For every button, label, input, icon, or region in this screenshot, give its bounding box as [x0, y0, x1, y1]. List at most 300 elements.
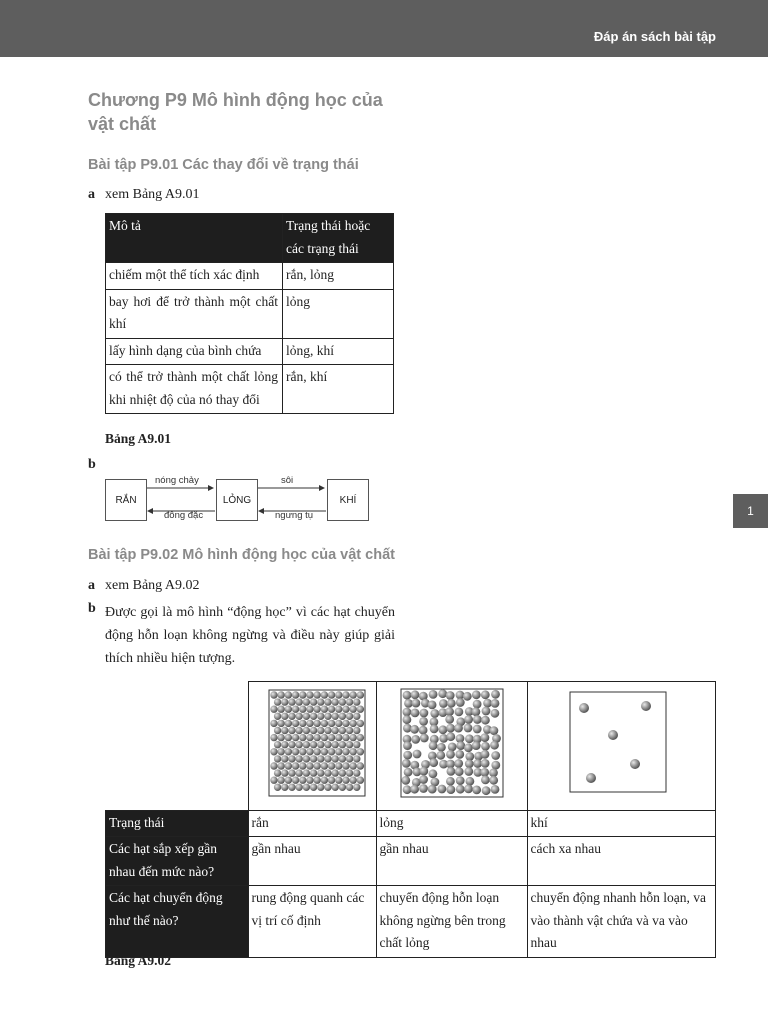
particle [320, 748, 327, 755]
particle [401, 759, 410, 768]
particle [288, 769, 295, 776]
particle [491, 690, 500, 699]
particle [481, 776, 490, 785]
particle [317, 769, 324, 776]
particle [277, 720, 284, 727]
particle [270, 748, 277, 755]
particle [349, 706, 356, 713]
particle [437, 785, 446, 794]
particle [410, 709, 419, 718]
particle [471, 707, 480, 716]
table-a9-01-caption: Bảng A9.01 [105, 431, 172, 446]
particle [446, 732, 455, 741]
particle [464, 760, 473, 769]
particle [481, 716, 490, 725]
particle [281, 741, 288, 748]
particle [491, 761, 500, 770]
particle [324, 741, 331, 748]
particle [277, 762, 284, 769]
particle [284, 691, 291, 698]
row-label-arrangement: Các hạt sắp xếp gần nhau đến mức nào? [106, 837, 249, 886]
particle [463, 724, 472, 733]
table-row [106, 886, 716, 958]
particle [284, 777, 291, 784]
particle [349, 691, 356, 698]
particle [317, 698, 324, 705]
arrows-svg [104, 474, 369, 524]
particle [320, 691, 327, 698]
particle [464, 715, 473, 724]
particle [335, 762, 342, 769]
table-cell: có thể trở thành một chất lỏng khi nhiệt độ của nó thay đổi [106, 365, 283, 414]
table-cell: bay hơi để trở thành một chất khí [106, 289, 283, 338]
particle [306, 777, 313, 784]
particle [306, 691, 313, 698]
table-cell: chuyển động hỗn loạn không ngừng bên trong chất lỏng [376, 886, 527, 958]
particle [288, 713, 295, 720]
particle [284, 748, 291, 755]
particle [273, 727, 280, 734]
particle [471, 690, 480, 699]
item-a-text: xem Bảng A9.02 [105, 578, 200, 593]
particle [490, 741, 499, 750]
particle [447, 743, 456, 752]
particle [277, 691, 284, 698]
particle [309, 698, 316, 705]
particle [327, 777, 334, 784]
particle [412, 750, 421, 759]
particle [438, 725, 447, 734]
particle [345, 769, 352, 776]
particle [299, 691, 306, 698]
state-box-gas: KHÍ [327, 479, 369, 521]
particle [472, 725, 481, 734]
particle [586, 773, 596, 783]
row-label-state: Trạng thái [106, 810, 249, 837]
particle [455, 698, 464, 707]
particle [281, 713, 288, 720]
row-label-motion: Các hạt chuyển động như thế nào? [106, 886, 249, 958]
particle [446, 767, 455, 776]
particle [356, 734, 363, 741]
particle [331, 713, 338, 720]
particle [454, 724, 463, 733]
table-cell: gần nhau [248, 837, 376, 886]
particle [402, 691, 411, 700]
particle [320, 734, 327, 741]
particle [462, 692, 471, 701]
particle [428, 769, 437, 778]
particle [353, 727, 360, 734]
particle [445, 691, 454, 700]
particle [342, 777, 349, 784]
particle [480, 759, 489, 768]
particle [419, 709, 428, 718]
particle [277, 748, 284, 755]
particle [327, 691, 334, 698]
particle [291, 748, 298, 755]
particle [338, 769, 345, 776]
particle [454, 759, 463, 768]
particle [345, 741, 352, 748]
particle [427, 785, 436, 794]
particle [331, 769, 338, 776]
particle [353, 784, 360, 791]
particle [317, 784, 324, 791]
particle [302, 727, 309, 734]
arrow-head [147, 508, 153, 514]
table-a9-02 [105, 681, 716, 958]
particle [490, 699, 499, 708]
particle [419, 775, 428, 784]
particle [306, 762, 313, 769]
item-a-marker: a [88, 187, 95, 202]
particle [317, 713, 324, 720]
particle [288, 784, 295, 791]
label-melting: nóng chảy [155, 475, 199, 486]
particle [277, 734, 284, 741]
particle [480, 768, 489, 777]
particle [309, 727, 316, 734]
particle [480, 690, 489, 699]
particle [490, 785, 499, 794]
particle [473, 715, 482, 724]
particle [320, 720, 327, 727]
particle [313, 706, 320, 713]
particle [454, 767, 463, 776]
particle [291, 720, 298, 727]
particle [295, 698, 302, 705]
particle [331, 784, 338, 791]
chapter-title: Chương P9 Mô hình động học của vật chất [88, 90, 383, 134]
particle [436, 751, 445, 760]
particle [353, 698, 360, 705]
particle [277, 706, 284, 713]
particle [480, 733, 489, 742]
particle [356, 720, 363, 727]
particle [313, 734, 320, 741]
particle [419, 784, 428, 793]
table-row [106, 810, 716, 837]
particle [342, 691, 349, 698]
particle [284, 720, 291, 727]
particle [465, 777, 474, 786]
item-b-paragraph: Được gọi là mô hình “động học” vì các hạt chuyển động hỗn loạn không ngừng và điều này giúp giải thích nhiều hiện tượng. [105, 605, 395, 666]
particle [324, 698, 331, 705]
table-cell: cách xa nhau [527, 837, 716, 886]
particle [480, 750, 489, 759]
particle [302, 741, 309, 748]
particle [489, 776, 498, 785]
particle [309, 784, 316, 791]
header-title: Đáp án sách bài tập [593, 29, 716, 44]
particle [288, 741, 295, 748]
state-change-diagram [104, 474, 369, 524]
table-cell: lỏng [376, 810, 527, 837]
particle [327, 706, 334, 713]
particle [455, 750, 464, 759]
table-cell: chiếm một thể tích xác định [106, 263, 283, 290]
particle [335, 748, 342, 755]
particle [437, 743, 446, 752]
particle [273, 713, 280, 720]
particle [403, 751, 412, 760]
table-row [106, 837, 716, 886]
particle [299, 734, 306, 741]
particle [273, 769, 280, 776]
particle [335, 706, 342, 713]
particle [302, 784, 309, 791]
header-description: Mô tả [106, 214, 283, 263]
particle [284, 706, 291, 713]
particle [295, 727, 302, 734]
table-cell: lỏng [283, 289, 394, 338]
section-2-title: Bài tập P9.02 Mô hình động học của vật chất [88, 547, 395, 563]
particle [313, 762, 320, 769]
particle [299, 777, 306, 784]
particle [455, 785, 464, 794]
particle [353, 741, 360, 748]
particle [356, 762, 363, 769]
particle [481, 786, 490, 795]
particle [356, 748, 363, 755]
table-cell: rắn, khí [283, 365, 394, 414]
particle [335, 720, 342, 727]
particle [338, 727, 345, 734]
particle [472, 786, 481, 795]
particle [489, 726, 498, 735]
particle [291, 762, 298, 769]
liquid-particles-image [377, 682, 527, 802]
table-a9-01 [105, 213, 394, 414]
particle [445, 707, 454, 716]
particle [345, 755, 352, 762]
particle [338, 784, 345, 791]
particle [284, 762, 291, 769]
particle [327, 762, 334, 769]
particle [455, 776, 464, 785]
particle [327, 748, 334, 755]
particle [338, 741, 345, 748]
particle [295, 755, 302, 762]
particle [302, 713, 309, 720]
particle [288, 755, 295, 762]
particle [331, 727, 338, 734]
particle [428, 741, 437, 750]
item-a-marker: a [88, 578, 95, 593]
particle [429, 725, 438, 734]
particle [342, 720, 349, 727]
particle [320, 706, 327, 713]
particle [324, 784, 331, 791]
state-box-liquid: LỎNG [216, 479, 258, 521]
particle [324, 769, 331, 776]
particle [410, 785, 419, 794]
particle [291, 706, 298, 713]
particle [353, 713, 360, 720]
particle [277, 777, 284, 784]
item-b-marker: b [88, 457, 96, 472]
arrow-head [258, 508, 264, 514]
particle [313, 777, 320, 784]
particle [320, 777, 327, 784]
label-boiling: sôi [281, 475, 294, 486]
particle [317, 727, 324, 734]
particle [410, 725, 419, 734]
particle [429, 758, 438, 767]
table-row [106, 263, 394, 290]
particle [324, 755, 331, 762]
particle [481, 742, 490, 751]
particle [403, 741, 412, 750]
particle [403, 768, 412, 777]
liquid-particles-cell [376, 682, 527, 811]
particle [438, 689, 447, 698]
particle [302, 769, 309, 776]
particle [353, 769, 360, 776]
table-blank-cell [106, 682, 249, 811]
particle [402, 708, 411, 717]
item-a-text: xem Bảng A9.01 [105, 187, 200, 202]
table-row [106, 289, 394, 338]
particle [284, 734, 291, 741]
particle [309, 713, 316, 720]
particle [324, 713, 331, 720]
particle [288, 698, 295, 705]
particle [465, 734, 474, 743]
particle [446, 750, 455, 759]
particle [419, 717, 428, 726]
particle [356, 706, 363, 713]
table-header-row [106, 214, 394, 263]
particle [456, 741, 465, 750]
particle [419, 734, 428, 743]
particle [324, 727, 331, 734]
particle [281, 698, 288, 705]
particle [320, 762, 327, 769]
gas-particles-cell [527, 682, 716, 811]
particle [579, 703, 589, 713]
particle [306, 748, 313, 755]
particle [313, 720, 320, 727]
particle [299, 720, 306, 727]
table-cell: khí [527, 810, 716, 837]
table-row [106, 365, 394, 414]
particle [641, 701, 651, 711]
particle [273, 698, 280, 705]
particle [299, 706, 306, 713]
particle [342, 762, 349, 769]
particle [345, 784, 352, 791]
page-header-bar [0, 0, 768, 57]
particle [356, 691, 363, 698]
particle [410, 690, 419, 699]
particle [291, 777, 298, 784]
particle [411, 699, 420, 708]
particle [335, 777, 342, 784]
header-state: Trạng thái hoặc các trạng thái [283, 214, 394, 263]
particle [490, 709, 499, 718]
particle [342, 734, 349, 741]
particle [439, 699, 448, 708]
particle [281, 784, 288, 791]
particle [491, 751, 500, 760]
particle [306, 720, 313, 727]
arrow-head [319, 485, 325, 491]
table-a9-02-caption: Bảng A9.02 [105, 953, 172, 968]
label-freezing: đông đặc [164, 510, 204, 521]
arrow-head [208, 485, 214, 491]
particle [446, 777, 455, 786]
particle [349, 777, 356, 784]
particle [446, 724, 455, 733]
particle [273, 784, 280, 791]
particle [317, 755, 324, 762]
table-cell: rắn, lỏng [283, 263, 394, 290]
particle [345, 727, 352, 734]
particle [418, 726, 427, 735]
particle [402, 715, 411, 724]
particle [446, 785, 455, 794]
particle [428, 690, 437, 699]
particle [270, 734, 277, 741]
state-box-solid: RẮN [105, 479, 147, 521]
section-1-title: Bài tập P9.01 Các thay đổi về trạng thái [88, 157, 359, 173]
particle [273, 755, 280, 762]
particle [630, 759, 640, 769]
particle [327, 734, 334, 741]
particle [338, 755, 345, 762]
particle [608, 730, 618, 740]
particle [295, 784, 302, 791]
particle [335, 691, 342, 698]
particle [464, 743, 473, 752]
particle [345, 713, 352, 720]
particle [313, 748, 320, 755]
particle [349, 720, 356, 727]
particle [299, 748, 306, 755]
table-cell: chuyển động nhanh hỗn loạn, va vào thành vật chứa và va vào nhau [527, 886, 716, 958]
particle [349, 762, 356, 769]
page-side-tab: 1 [733, 494, 768, 528]
particle [295, 713, 302, 720]
particle [455, 691, 464, 700]
particle [270, 777, 277, 784]
particle [327, 720, 334, 727]
particle [345, 698, 352, 705]
table-image-row [106, 682, 716, 811]
particle [446, 699, 455, 708]
particle [419, 767, 428, 776]
particle [481, 707, 490, 716]
particle [342, 706, 349, 713]
solid-particles-cell [248, 682, 376, 811]
table-row [106, 338, 394, 365]
particle [270, 691, 277, 698]
particle [291, 691, 298, 698]
particle [402, 785, 411, 794]
solid-particles-image [249, 682, 374, 802]
particle [306, 734, 313, 741]
label-condensing: ngưng tụ [275, 510, 314, 521]
particle [471, 741, 480, 750]
table-cell: lỏng, khí [283, 338, 394, 365]
particle [353, 755, 360, 762]
particle [270, 720, 277, 727]
table-cell: lấy hình dạng của bình chứa [106, 338, 283, 365]
particle [281, 727, 288, 734]
table-cell: gần nhau [376, 837, 527, 886]
